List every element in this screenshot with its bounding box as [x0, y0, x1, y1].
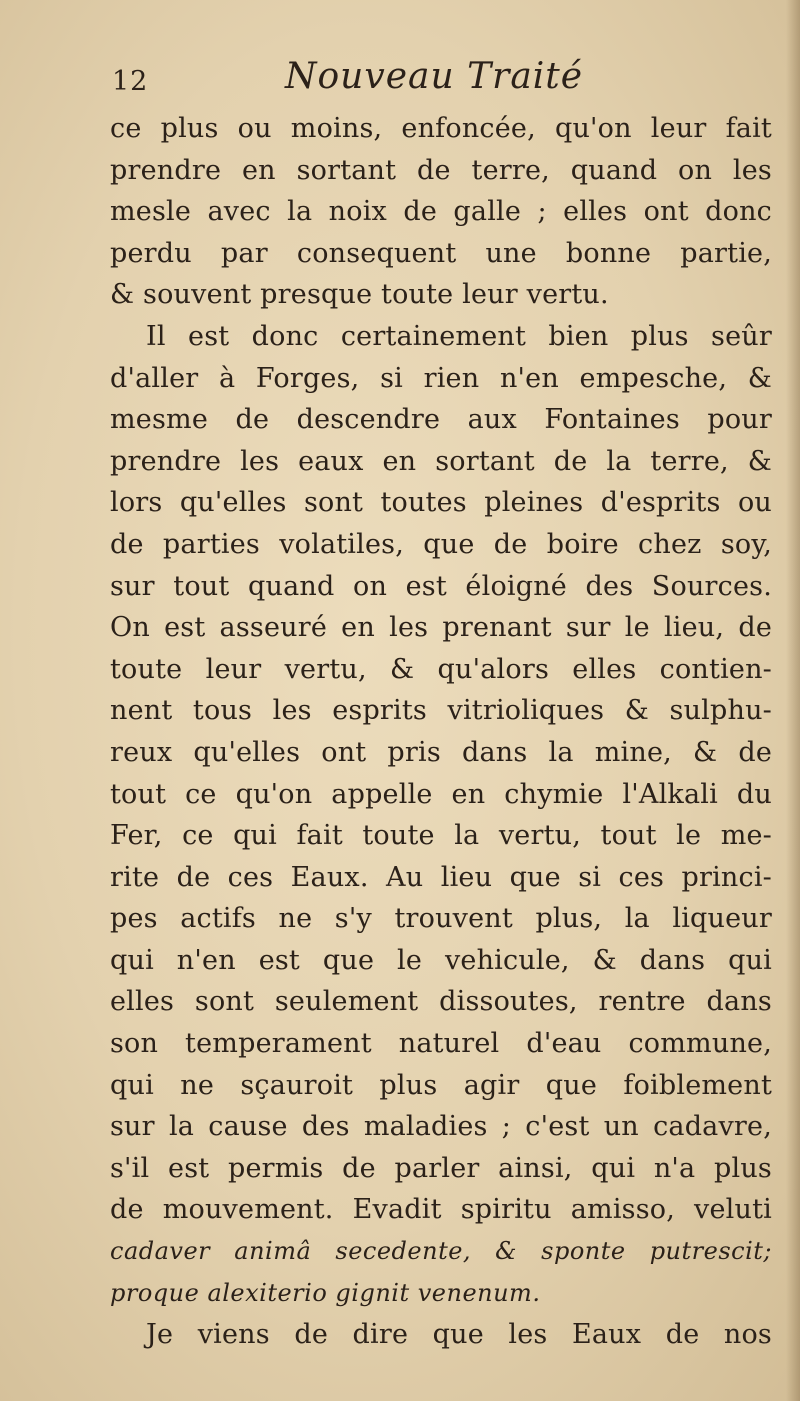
text-line: Il est donc certainement bien plus seûr: [146, 320, 772, 352]
text-line: pes actifs ne s'y trouvent plus, la liqueur: [110, 903, 772, 935]
text-line: qui n'en est que le vehicule, & dans qui: [110, 944, 772, 976]
text-line: reux qu'elles ont pris dans la mine, & de: [110, 736, 772, 768]
text-line: son temperament naturel d'eau commune,: [110, 1028, 772, 1060]
text-line: ce plus ou moins, enfoncée, qu'on leur fait: [110, 113, 772, 144]
text-line: d'aller à Forges, si rien n'en empesche, &: [110, 362, 772, 394]
page-header: [0, 52, 800, 112]
text-line: de parties volatiles, que de boire chez soy,: [110, 528, 772, 560]
text-line: Fer, ce qui fait toute la vertu, tout le me-: [110, 820, 772, 852]
text-line: de mouvement. Evadit spiritu amisso, veluti: [110, 1194, 772, 1226]
text-line: Je viens de dire que les Eaux de nos: [146, 1319, 772, 1351]
text-line: s'il est permis de parler ainsi, qui n'a plus: [110, 1152, 772, 1184]
text-line: tout ce qu'on appelle en chymie l'Alkali du: [110, 778, 772, 810]
text-line: lors qu'elles sont toutes pleines d'esprits ou: [110, 487, 772, 519]
text-line: & souvent presque toute leur vertu.: [110, 279, 609, 311]
text-line: toute leur vertu, & qu'alors elles contien-: [110, 653, 772, 685]
latin-quote-line: proque alexiterio gignit venenum.: [110, 1278, 541, 1307]
text-line: mesle avec la noix de galle ; elles ont donc: [110, 196, 772, 228]
text-line: qui ne sçauroit plus agir que foiblement: [110, 1069, 772, 1101]
text-line: rite de ces Eaux. Au lieu que si ces princi-: [110, 861, 772, 893]
text-line: nent tous les esprits vitrioliques & sulphu-: [110, 695, 772, 727]
text-line: elles sont seulement dissoutes, rentre dans: [110, 986, 772, 1018]
running-head: Nouveau Traité: [285, 56, 584, 97]
text-line: mesme de descendre aux Fontaines pour: [110, 404, 772, 436]
text-line: prendre en sortant de terre, quand on les: [110, 154, 772, 186]
text-line: perdu par consequent une bonne partie,: [110, 237, 772, 269]
latin-quote-line: cadaver animâ secedente, & sponte putrescit;: [110, 1237, 772, 1266]
text-line: prendre les eaux en sortant de la terre, &: [110, 445, 772, 477]
text-line: sur tout quand on est éloigné des Sources.: [110, 570, 772, 602]
text-line: sur la cause des maladies ; c'est un cadavre,: [110, 1111, 772, 1143]
page-number: 12: [112, 66, 149, 97]
page-edge-shadow: [786, 0, 800, 1401]
text-line: On est asseuré en les prenant sur le lieu, de: [110, 612, 772, 644]
body-text: [110, 108, 772, 1356]
